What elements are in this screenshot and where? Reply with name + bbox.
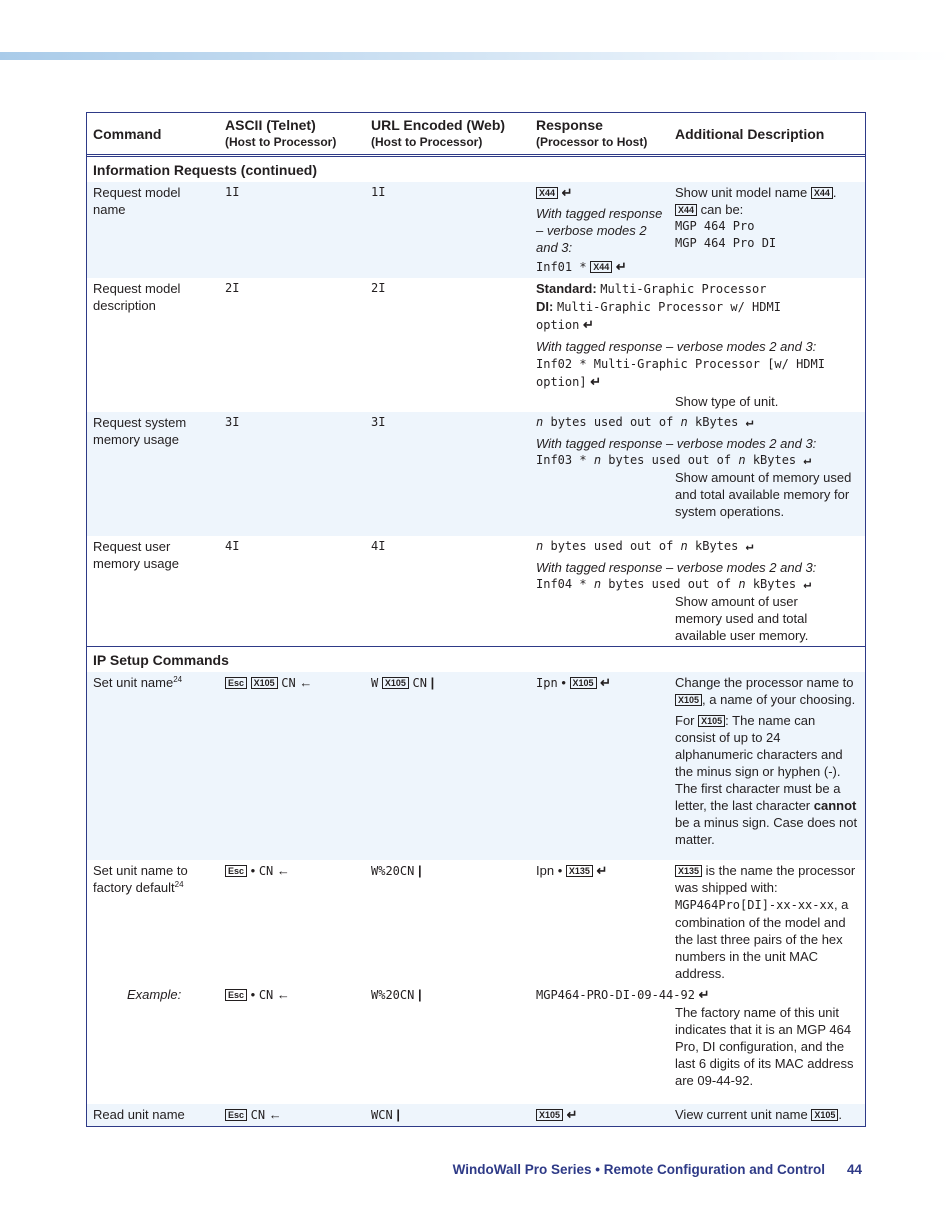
table-header <box>87 113 865 157</box>
ascii-command: 1I <box>225 185 240 199</box>
return-icon: ↵ <box>582 317 594 332</box>
pipe-icon: | <box>417 863 422 878</box>
response <box>530 536 863 646</box>
variable-n: n <box>593 577 602 591</box>
desc-code: MGP464Pro[DI]-xx-xx-xx <box>675 898 834 912</box>
tagged-note: With tagged response – verbose modes 2 and 3: <box>536 339 817 354</box>
desc-text: Show unit model name <box>675 185 808 200</box>
variable-n: n <box>536 415 544 429</box>
response <box>530 860 669 984</box>
response <box>530 672 669 860</box>
resp-text: bytes used out of <box>608 453 732 467</box>
pipe-icon: | <box>417 987 422 1002</box>
x44-symbol: X44 <box>811 187 833 199</box>
return-icon: ↵ <box>803 453 812 468</box>
desc-text: : The name can consist of up to 24 alphanumeric characters and the minus sign or hyphen (-). The first character must be a letter, the last character <box>675 713 843 813</box>
return-icon: ↵ <box>698 987 710 1002</box>
x105-symbol: X105 <box>811 1109 838 1121</box>
return-icon: ↵ <box>615 259 627 274</box>
x44-symbol: X44 <box>590 261 612 273</box>
variable-n: n <box>738 453 746 467</box>
x105-symbol: X105 <box>382 677 409 689</box>
section-title-info: Information Requests (continued) <box>93 162 317 178</box>
standard-label: Standard: <box>536 281 597 296</box>
ascii-command: 3I <box>225 415 240 429</box>
return-icon: ↵ <box>745 415 754 430</box>
di-value: Multi-Graphic Processor w/ HDMI option <box>536 300 781 332</box>
standard-value: Multi-Graphic Processor <box>600 282 767 296</box>
w-text: W <box>371 676 379 690</box>
url-command: 4I <box>371 539 386 553</box>
bullet-icon: • <box>561 675 566 690</box>
description: Show amount of memory used and total available memory for system operations. <box>675 470 852 519</box>
x105-symbol: X105 <box>698 715 725 727</box>
resp-text: bytes used out of <box>550 539 674 553</box>
table-row <box>87 412 865 536</box>
x44-symbol: X44 <box>536 187 558 199</box>
return-icon: ↵ <box>803 577 812 592</box>
resp-text: kBytes <box>752 577 797 591</box>
table-row <box>87 278 865 412</box>
command-table <box>86 112 866 1127</box>
table-row <box>87 1104 865 1126</box>
model-option: MGP 464 Pro DI <box>675 236 777 250</box>
return-icon: ↵ <box>566 1107 578 1122</box>
return-icon: ↵ <box>596 863 608 878</box>
desc-text: For <box>675 713 695 728</box>
command-name: Request model name <box>93 185 181 217</box>
resp-text: kBytes <box>752 453 797 467</box>
description: Show unit model name X44 . X44 can be: MGP 464 Pro MGP 464 Pro DI <box>669 182 863 278</box>
header-url: URL Encoded (Web) (Host to Processor) <box>371 117 506 149</box>
model-option: MGP 464 Pro <box>675 219 755 233</box>
page-footer <box>453 1162 862 1177</box>
bullet-icon: • <box>557 863 563 878</box>
resp-text: bytes used out of <box>608 577 732 591</box>
cn-text: CN <box>281 676 296 690</box>
desc-text: , a combination of the model and the last three pairs of the hex numbers in the unit MAC address. <box>675 897 849 981</box>
header-description: Additional Description <box>675 125 825 142</box>
command-name: Request user memory usage <box>93 539 179 571</box>
resp-text: kBytes <box>695 539 739 553</box>
table-row <box>87 672 865 860</box>
return-icon: ↵ <box>600 675 612 690</box>
desc-text: , a name of your choosing. <box>702 692 856 707</box>
x105-symbol: X105 <box>251 677 278 689</box>
cn-text: CN <box>258 988 274 1002</box>
pipe-icon: | <box>430 675 435 690</box>
desc-text: can be: <box>700 202 744 217</box>
tagged-prefix: Inf01 * <box>536 260 587 274</box>
response <box>530 412 863 536</box>
desc-text: be a minus sign. Case does not matter. <box>675 815 858 847</box>
return-icon: ↵ <box>745 539 754 554</box>
response <box>530 278 863 412</box>
command-name: Read unit name <box>93 1107 185 1122</box>
url-command: 3I <box>371 415 386 429</box>
return-icon: ↵ <box>590 374 602 389</box>
response <box>530 182 669 278</box>
di-label: DI: <box>536 299 554 314</box>
desc-text: View current unit name <box>675 1107 808 1122</box>
return-icon: ↵ <box>561 185 573 200</box>
footer-title: WindoWall Pro Series • Remote Configuration and Control <box>452 1162 825 1177</box>
variable-n: n <box>593 453 602 467</box>
table-row <box>87 860 865 984</box>
footnote-ref: 24 <box>174 880 184 889</box>
tagged-note: With tagged response – verbose modes 2 and 3: <box>536 560 817 575</box>
resp-text: bytes used out of <box>550 415 674 429</box>
table-row <box>87 536 865 646</box>
description <box>669 860 863 984</box>
description: Show type of unit. <box>675 394 779 409</box>
description: The factory name of this unit indicates that it is an MGP 464 Pro, DI configuration, and the last 6 digits of its MAC address are 09-44-92. <box>675 1005 854 1088</box>
enter-arrow-icon: ← <box>268 1107 282 1122</box>
section-title-ip: IP Setup Commands <box>87 646 865 672</box>
description: View current unit name X105 . <box>675 1107 842 1122</box>
x105-symbol: X105 <box>675 694 702 706</box>
ascii-command <box>219 860 365 984</box>
command-name <box>87 860 219 984</box>
command-name: Request system memory usage <box>93 415 187 447</box>
header-command: Command <box>93 125 162 142</box>
variable-n: n <box>680 539 688 553</box>
variable-n: n <box>738 577 746 591</box>
tagged-note: With tagged response – verbose modes 2 and 3: <box>536 436 817 451</box>
tagged-value: Inf02 * Multi-Graphic Processor [w/ HDMI option] <box>536 357 825 389</box>
desc-bold: cannot <box>813 798 857 813</box>
table-row <box>87 182 865 278</box>
ascii-command <box>219 1104 365 1126</box>
url-command <box>365 860 530 984</box>
description <box>669 672 863 860</box>
ascii-command <box>219 984 365 1104</box>
response <box>530 1104 669 1126</box>
command-name: Request model description <box>93 281 181 313</box>
esc-symbol: Esc <box>225 989 247 1001</box>
enter-arrow-icon: ← <box>276 987 290 1002</box>
example-response: MGP464-PRO-DI-09-44-92 <box>536 988 695 1002</box>
url-command <box>365 1104 530 1126</box>
table-row <box>87 984 865 1104</box>
cn-text: CN <box>250 1108 266 1122</box>
url-command <box>365 672 530 860</box>
x105-symbol: X105 <box>570 677 597 689</box>
page-number: 44 <box>846 1162 862 1177</box>
url-command: 2I <box>371 281 386 295</box>
x44-symbol: X44 <box>675 204 697 216</box>
esc-symbol: Esc <box>225 1109 247 1121</box>
url-text: WCN <box>371 1108 393 1122</box>
response <box>530 984 863 1104</box>
variable-n: n <box>536 539 544 553</box>
enter-arrow-icon: ← <box>299 675 313 690</box>
esc-symbol: Esc <box>225 677 247 689</box>
x135-symbol: X135 <box>675 865 702 877</box>
pipe-icon: | <box>396 1107 400 1122</box>
cn-text: CN <box>412 676 427 690</box>
x135-symbol: X135 <box>566 865 593 877</box>
url-text: W%20CN <box>371 988 415 1002</box>
ipn-text: Ipn <box>536 863 555 878</box>
variable-n: n <box>680 415 688 429</box>
resp-text: kBytes <box>695 415 739 429</box>
description: Show amount of user memory used and total available user memory. <box>675 594 809 643</box>
header-response: Response (Processor to Host) <box>536 117 648 149</box>
tagged-prefix: Inf04 * <box>536 577 587 591</box>
example-label: Example: <box>127 987 182 1002</box>
header-ascii: ASCII (Telnet) (Host to Processor) <box>225 117 337 149</box>
tagged-note: With tagged response – verbose modes 2 and 3: <box>536 206 663 255</box>
ascii-command: 2I <box>225 281 240 295</box>
cn-text: CN <box>258 864 274 878</box>
bullet-icon: • <box>250 863 256 878</box>
command-text: Set unit name to factory default <box>93 863 188 895</box>
tagged-prefix: Inf03 * <box>536 453 587 467</box>
footnote-ref: 24 <box>173 675 183 684</box>
enter-arrow-icon: ← <box>276 863 290 878</box>
ascii-command: 4I <box>225 539 240 553</box>
bullet-icon: • <box>250 987 256 1002</box>
ipn-text: Ipn <box>536 676 558 690</box>
command-text: Set unit name <box>93 675 174 690</box>
desc-text: Change the processor name to <box>675 675 854 690</box>
url-command <box>365 984 530 1104</box>
ascii-command <box>219 672 365 860</box>
command-name <box>87 672 219 860</box>
url-text: W%20CN <box>371 864 415 878</box>
top-gradient-bar <box>0 52 950 60</box>
url-command: 1I <box>371 185 386 199</box>
desc-text: is the name the processor was shipped with: <box>675 863 856 895</box>
esc-symbol: Esc <box>225 865 247 877</box>
x105-symbol: X105 <box>536 1109 563 1121</box>
